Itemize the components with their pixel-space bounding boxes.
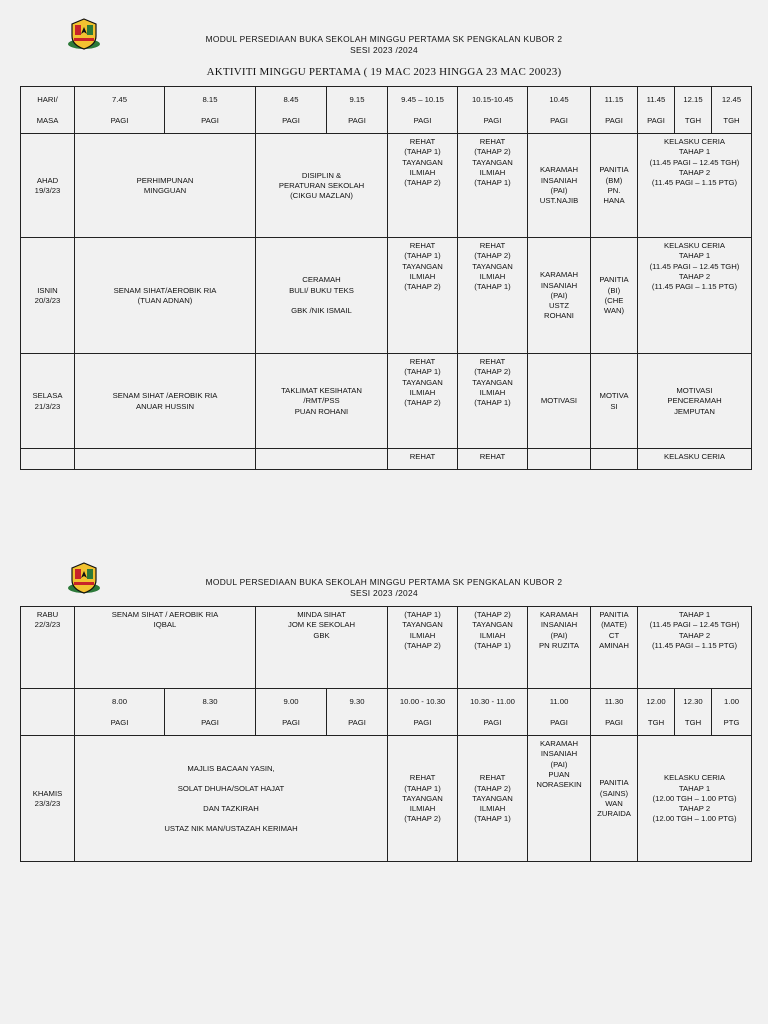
day-cell: AHAD 19/3/23 (21, 134, 75, 238)
kelasku-ceria-cell: KELASKU CERIA TAHAP 1 (11.45 PAGI – 12.45 TGH) TAHAP 2 (11.45 PAGI – 1.15 PTG) (638, 238, 752, 354)
activity-cell: SENAM SIHAT /AEROBIK RIA ANUAR HUSSIN (75, 354, 256, 449)
table-row-khamis (21, 736, 752, 862)
header-cell-time: 12.00 TGH (638, 689, 675, 736)
header-cell-time: 12.30 TGH (675, 689, 712, 736)
activity-cell: TAKLIMAT KESIHATAN /RMT/PSS PUAN ROHANI (256, 354, 388, 449)
activity-cell: PERHIMPUNAN MINGGUAN (75, 134, 256, 238)
karamah-cell: KARAMAH INSANIAH (PAI) USTZ ROHANI (528, 238, 591, 354)
table-header-row (21, 689, 752, 736)
break-cell: REHAT (388, 449, 458, 470)
table-row-ahad (21, 134, 752, 238)
break-cell: REHAT (TAHAP 2) TAYANGAN ILMIAH (TAHAP 1) (458, 238, 528, 354)
table-row-continued (21, 449, 752, 470)
table-row-selasa (21, 354, 752, 449)
empty-cell (528, 449, 591, 470)
header-cell-time: 12.45 TGH (712, 87, 752, 134)
break-cell: (TAHAP 2) TAYANGAN ILMIAH (TAHAP 1) (458, 607, 528, 689)
header-cell-time: 1.00 PTG (712, 689, 752, 736)
kelasku-ceria-cell: TAHAP 1 (11.45 PAGI – 12.45 TGH) TAHAP 2 (11.45 PAGI – 1.15 PTG) (638, 607, 752, 689)
empty-cell (21, 689, 75, 736)
panitia-cell: PANITIA (BI) (CHE WAN) (591, 238, 638, 354)
header-cell-time: 7.45 PAGI (75, 87, 165, 134)
header-cell-time: 11.00 PAGI (528, 689, 591, 736)
header-cell-time: 10.30 - 11.00 PAGI (458, 689, 528, 736)
module-title: MODUL PERSEDIAAN BUKA SEKOLAH MINGGU PERTAMA SK PENGKALAN KUBOR 2 (205, 577, 563, 587)
header-cell-time: 10.15-10.45 PAGI (458, 87, 528, 134)
kelasku-ceria-cell: KELASKU CERIA TAHAP 1 (11.45 PAGI – 12.45 TGH) TAHAP 2 (11.45 PAGI – 1.15 PTG) (638, 134, 752, 238)
schedule-table-week1-continued (20, 606, 752, 862)
header-cell-time: 11.15 PAGI (591, 87, 638, 134)
activity-cell: MAJLIS BACAAN YASIN, SOLAT DHUHA/SOLAT HAJAT DAN TAZKIRAH USTAZ NIK MAN/USTAZAH KERIMAH (75, 736, 388, 862)
break-cell: REHAT (TAHAP 1) TAYANGAN ILMIAH (TAHAP 2) (388, 354, 458, 449)
motivasi-cell: MOTIVASI (528, 354, 591, 449)
header-cell-time: 8.45 PAGI (256, 87, 327, 134)
break-cell: (TAHAP 1) TAYANGAN ILMIAH (TAHAP 2) (388, 607, 458, 689)
activity-cell: SENAM SIHAT/AEROBIK RIA (TUAN ADNAN) (75, 238, 256, 354)
day-cell: KHAMIS 23/3/23 (21, 736, 75, 862)
day-cell: SELASA 21/3/23 (21, 354, 75, 449)
empty-cell (256, 449, 388, 470)
header-cell-time: 10.00 - 10.30 PAGI (388, 689, 458, 736)
header-cell-time: 12.15 TGH (675, 87, 712, 134)
module-title: MODUL PERSEDIAAN BUKA SEKOLAH MINGGU PERTAMA SK PENGKALAN KUBOR 2 (205, 34, 563, 44)
kelasku-ceria-cell: KELASKU CERIA (638, 449, 752, 470)
panitia-cell: PANITIA (MATE) CT AMINAH (591, 607, 638, 689)
empty-cell (591, 449, 638, 470)
activity-cell: MINDA SIHAT JOM KE SEKOLAH GBK (256, 607, 388, 689)
motivasi-cell: MOTIVASI PENCERAMAH JEMPUTAN (638, 354, 752, 449)
empty-cell (21, 449, 75, 470)
activity-title: AKTIVITI MINGGU PERTAMA ( 19 MAC 2023 HINGGA 23 MAC 20023) (206, 66, 562, 78)
header-cell-time: 9.00 PAGI (256, 689, 327, 736)
panitia-cell: PANITIA (SAINS) WAN ZURAIDA (591, 736, 638, 862)
break-cell: REHAT (TAHAP 1) TAYANGAN ILMIAH (TAHAP 2) (388, 238, 458, 354)
motivasi-cell: MOTIVA SI (591, 354, 638, 449)
empty-cell (75, 449, 256, 470)
header-cell-time: 8.00 PAGI (75, 689, 165, 736)
activity-cell: DISIPLIN & PERATURAN SEKOLAH (CIKGU MAZLAN) (256, 134, 388, 238)
table-row-rabu (21, 607, 752, 689)
header-cell-time: 11.30 PAGI (591, 689, 638, 736)
day-cell: ISNIN 20/3/23 (21, 238, 75, 354)
header-cell-time: 8.15 PAGI (165, 87, 256, 134)
karamah-cell: KARAMAH INSANIAH (PAI) PUAN NORASEKIN (528, 736, 591, 862)
break-cell: REHAT (TAHAP 2) TAYANGAN ILMIAH (TAHAP 1) (458, 736, 528, 862)
schedule-table-week1 (20, 86, 752, 470)
karamah-cell: KARAMAH INSANIAH (PAI) UST.NAJIB (528, 134, 591, 238)
header-cell-time: 8.30 PAGI (165, 689, 256, 736)
table-row-isnin (21, 238, 752, 354)
activity-cell: CERAMAH BULI/ BUKU TEKS GBK /NIK ISMAIL (256, 238, 388, 354)
header-cell-day-time: HARI/ MASA (21, 87, 75, 134)
header-cell-time: 10.45 PAGI (528, 87, 591, 134)
panitia-cell: PANITIA (BM) PN. HANA (591, 134, 638, 238)
day-cell: RABU 22/3/23 (21, 607, 75, 689)
session-label: SESI 2023 /2024 (350, 45, 418, 55)
break-cell: REHAT (TAHAP 1) TAYANGAN ILMIAH (TAHAP 2) (388, 134, 458, 238)
break-cell: REHAT (458, 449, 528, 470)
karamah-cell: KARAMAH INSANIAH (PAI) PN RUZITA (528, 607, 591, 689)
activity-cell: SENAM SIHAT / AEROBIK RIA IQBAL (75, 607, 256, 689)
header-cell-time: 9.45 – 10.15 PAGI (388, 87, 458, 134)
kelasku-ceria-cell: KELASKU CERIA TAHAP 1 (12.00 TGH – 1.00 PTG) TAHAP 2 (12.00 TGH – 1.00 PTG) (638, 736, 752, 862)
header-cell-time: 9.30 PAGI (327, 689, 388, 736)
session-label: SESI 2023 /2024 (350, 588, 418, 598)
break-cell: REHAT (TAHAP 2) TAYANGAN ILMIAH (TAHAP 1) (458, 354, 528, 449)
header-cell-time: 9.15 PAGI (327, 87, 388, 134)
table-header-row (21, 87, 752, 134)
break-cell: REHAT (TAHAP 1) TAYANGAN ILMIAH (TAHAP 2) (388, 736, 458, 862)
break-cell: REHAT (TAHAP 2) TAYANGAN ILMIAH (TAHAP 1) (458, 134, 528, 238)
header-cell-time: 11.45 PAGI (638, 87, 675, 134)
